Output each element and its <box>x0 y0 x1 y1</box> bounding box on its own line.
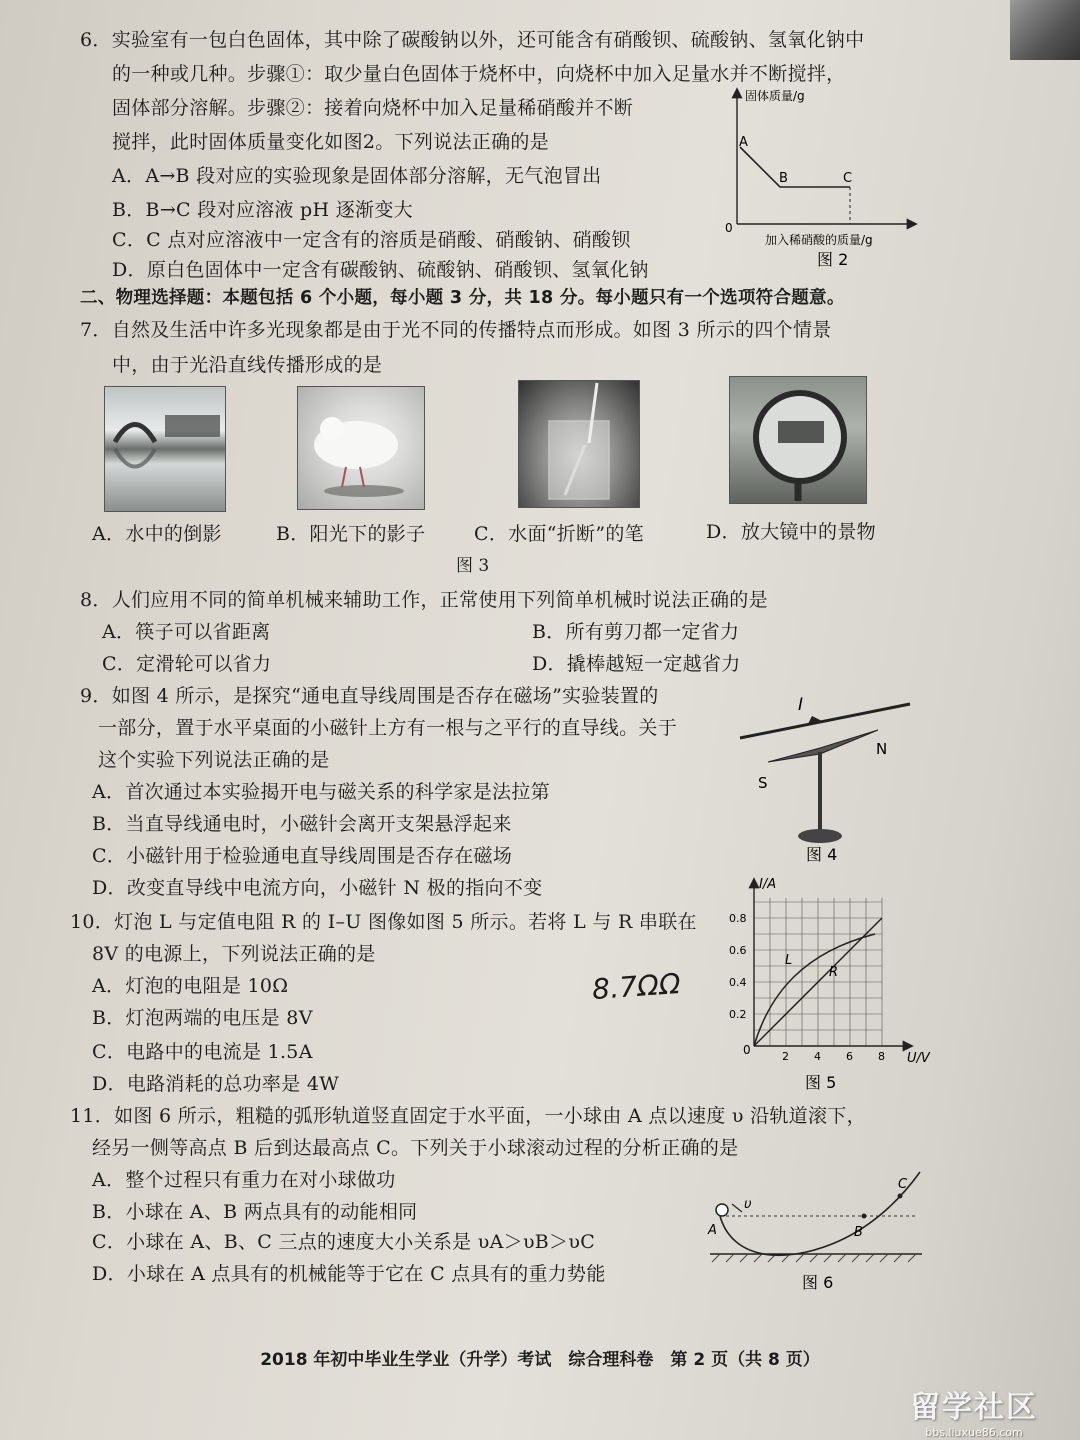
fig4-current-label: I <box>798 695 804 715</box>
fig4-north-label: N <box>876 740 888 758</box>
q7-stem-line-2: 中，由于光沿直线传播形成的是 <box>112 354 383 376</box>
q10-stem-line-2: 8V 的电源上，下列说法正确的是 <box>92 943 376 965</box>
fig4-south-label: S <box>758 774 768 792</box>
fig2-caption: 图 2 <box>817 250 849 269</box>
q10-option-c: C．电路中的电流是 1.5A <box>92 1041 313 1063</box>
fig6-point-c: C <box>898 1177 908 1192</box>
q11-option-c: C．小球在 A、B、C 三点的速度大小关系是 υA＞υB＞υC <box>92 1231 596 1253</box>
q8-stem: 8．人们应用不同的简单机械来辅助工作，正常使用下列简单机械时说法正确的是 <box>80 589 768 611</box>
q6-option-b: B．B→C 段对应溶液 pH 逐渐变大 <box>112 199 413 221</box>
fig2-point-c: C <box>843 171 853 186</box>
fig5-xtick-4: 4 <box>814 1050 821 1063</box>
q9-stem-line-3: 这个实验下列说法正确的是 <box>98 749 330 771</box>
q7-option-a: A．水中的倒影 <box>92 523 222 545</box>
q9-stem-line-1: 9．如图 4 所示，是探究“通电直导线周围是否存在磁场”实验装置的 <box>80 685 659 707</box>
q11-stem-line-1: 11．如图 6 所示，粗糙的弧形轨道竖直固定于水平面，一小球由 A 点以速度 υ 沿轨道滚下， <box>70 1105 866 1127</box>
section-2-heading: 二、物理选择题：本题包括 6 个小题，每小题 3 分，共 18 分。每小题只有一个选项符合题意。 <box>80 288 845 308</box>
fig2-xlabel: 加入稀硝酸的质量/g <box>765 233 873 247</box>
fig2-origin: 0 <box>725 221 733 235</box>
page-footer: 2018 年初中毕业生学业（升学）考试 综合理科卷 第 2 页（共 8 页） <box>260 1350 820 1370</box>
q9-option-a: A．首次通过本实验揭开电与磁关系的科学家是法拉第 <box>92 781 550 803</box>
fig5-ytick-0.6: 0.6 <box>729 944 747 957</box>
fig5-origin: 0 <box>743 1043 751 1057</box>
fig5-xlabel: U/V <box>907 1051 930 1066</box>
q6-stem-line-1: 6．实验室有一包白色固体，其中除了碳酸钠以外，还可能含有硝酸钡、硫酸钠、氢氧化钠中 <box>80 29 865 51</box>
fig5-ylabel: I/A <box>759 877 777 892</box>
q6-stem-line-4: 搅拌，此时固体质量变化如图2。下列说法正确的是 <box>112 131 549 153</box>
fig6-point-b: B <box>854 1225 863 1240</box>
q10-stem-line-1: 10．灯泡 L 与定值电阻 R 的 I–U 图像如图 5 所示。若将 L 与 R 串联在 <box>70 911 697 933</box>
fig5-xtick-8: 8 <box>878 1050 885 1063</box>
q6-option-a: A．A→B 段对应的实验现象是固体部分溶解，无气泡冒出 <box>112 165 602 187</box>
q11-option-a: A．整个过程只有重力在对小球做功 <box>92 1169 396 1191</box>
fig2-curve <box>740 147 853 187</box>
q11-option-b: B．小球在 A、B 两点具有的动能相同 <box>92 1201 418 1223</box>
q6-stem-line-2: 的一种或几种。步骤①：取少量白色固体于烧杯中，向烧杯中加入足量水并不断搅拌， <box>112 63 846 85</box>
fig4-caption: 图 4 <box>806 845 838 864</box>
q10-option-b: B．灯泡两端的电压是 8V <box>92 1007 313 1029</box>
figure-2-graph <box>715 82 925 277</box>
fig2-point-a: A <box>739 135 748 150</box>
q6-stem-line-3: 固体部分溶解。步骤②：接着向烧杯中加入足量稀硝酸并不断 <box>112 97 634 119</box>
q7-stem-line-1: 7．自然及生活中许多光现象都是由于光不同的传播特点而形成。如图 3 所示的四个情景 <box>80 319 832 341</box>
q7-option-d: D．放大镜中的景物 <box>706 521 876 543</box>
q6-option-c: C．C 点对应溶液中一定含有的溶质是硝酸、硝酸钠、硝酸钡 <box>112 229 631 251</box>
q6-option-d: D．原白色固体中一定含有碳酸钠、硫酸钠、硝酸钡、氢氧化钠 <box>112 259 649 281</box>
q9-option-c: C．小磁针用于检验通电直导线周围是否存在磁场 <box>92 845 513 867</box>
photo-pen-broken-in-water <box>518 380 640 508</box>
fig2-point-b: B <box>779 171 788 186</box>
q7-option-b: B．阳光下的影子 <box>276 523 426 545</box>
fig5-caption: 图 5 <box>805 1073 837 1092</box>
q10-option-d: D．电路消耗的总功率是 4W <box>92 1073 340 1095</box>
watermark-url: bbs.liuxue86.com <box>925 1426 1023 1439</box>
fig2-ylabel: 固体质量/g <box>745 89 805 103</box>
figure-3-caption: 图 3 <box>456 556 490 576</box>
figure-4-compass-wire <box>738 690 918 865</box>
figure-5-iu-graph <box>725 872 930 1094</box>
q9-stem-line-2: 一部分，置于水平桌面的小磁针上方有一根与之平行的直导线。关于 <box>98 717 678 739</box>
q11-option-d: D．小球在 A 点具有的机械能等于它在 C 点具有的重力势能 <box>92 1263 606 1285</box>
photo-shadow-under-sunlight <box>297 386 425 510</box>
fig5-ytick-0.4: 0.4 <box>729 976 747 989</box>
q8-option-a: A．筷子可以省距离 <box>102 621 271 643</box>
q9-option-b: B．当直导线通电时，小磁针会离开支架悬浮起来 <box>92 813 512 835</box>
fig5-ytick-0.8: 0.8 <box>729 912 747 925</box>
figure-6-track <box>702 1164 927 1294</box>
q8-option-c: C．定滑轮可以省力 <box>102 653 272 675</box>
q10-option-a: A．灯泡的电阻是 10Ω <box>92 975 289 997</box>
fig5-xtick-6: 6 <box>846 1050 853 1063</box>
photo-magnifier-scene <box>729 376 867 504</box>
watermark-title: 留学社区 <box>910 1390 1038 1425</box>
photo-corner-shadow <box>1010 0 1080 60</box>
fig5-curve-L <box>754 934 875 1046</box>
q7-option-c: C．水面“折断”的笔 <box>474 523 644 545</box>
q11-stem-line-2: 经另一侧等高点 B 后到达最高点 C。下列关于小球滚动过程的分析正确的是 <box>92 1137 739 1159</box>
handwritten-note: 8.7ΩΩ <box>590 966 682 1007</box>
watermark <box>894 1382 1054 1439</box>
q8-option-d: D．撬棒越短一定越省力 <box>532 653 741 675</box>
fig6-point-a: A <box>708 1223 717 1238</box>
photo-reflection-in-water <box>104 386 226 512</box>
fig5-label-L: L <box>785 953 793 968</box>
fig6-caption: 图 6 <box>802 1273 834 1292</box>
q9-option-d: D．改变直导线中电流方向，小磁针 N 极的指向不变 <box>92 877 543 899</box>
fig5-xtick-2: 2 <box>782 1050 789 1063</box>
fig6-velocity-label: υ <box>744 1197 752 1212</box>
fig5-label-R: R <box>829 965 839 980</box>
q8-option-b: B．所有剪刀都一定省力 <box>532 621 740 643</box>
fig5-ytick-0.2: 0.2 <box>729 1008 747 1021</box>
